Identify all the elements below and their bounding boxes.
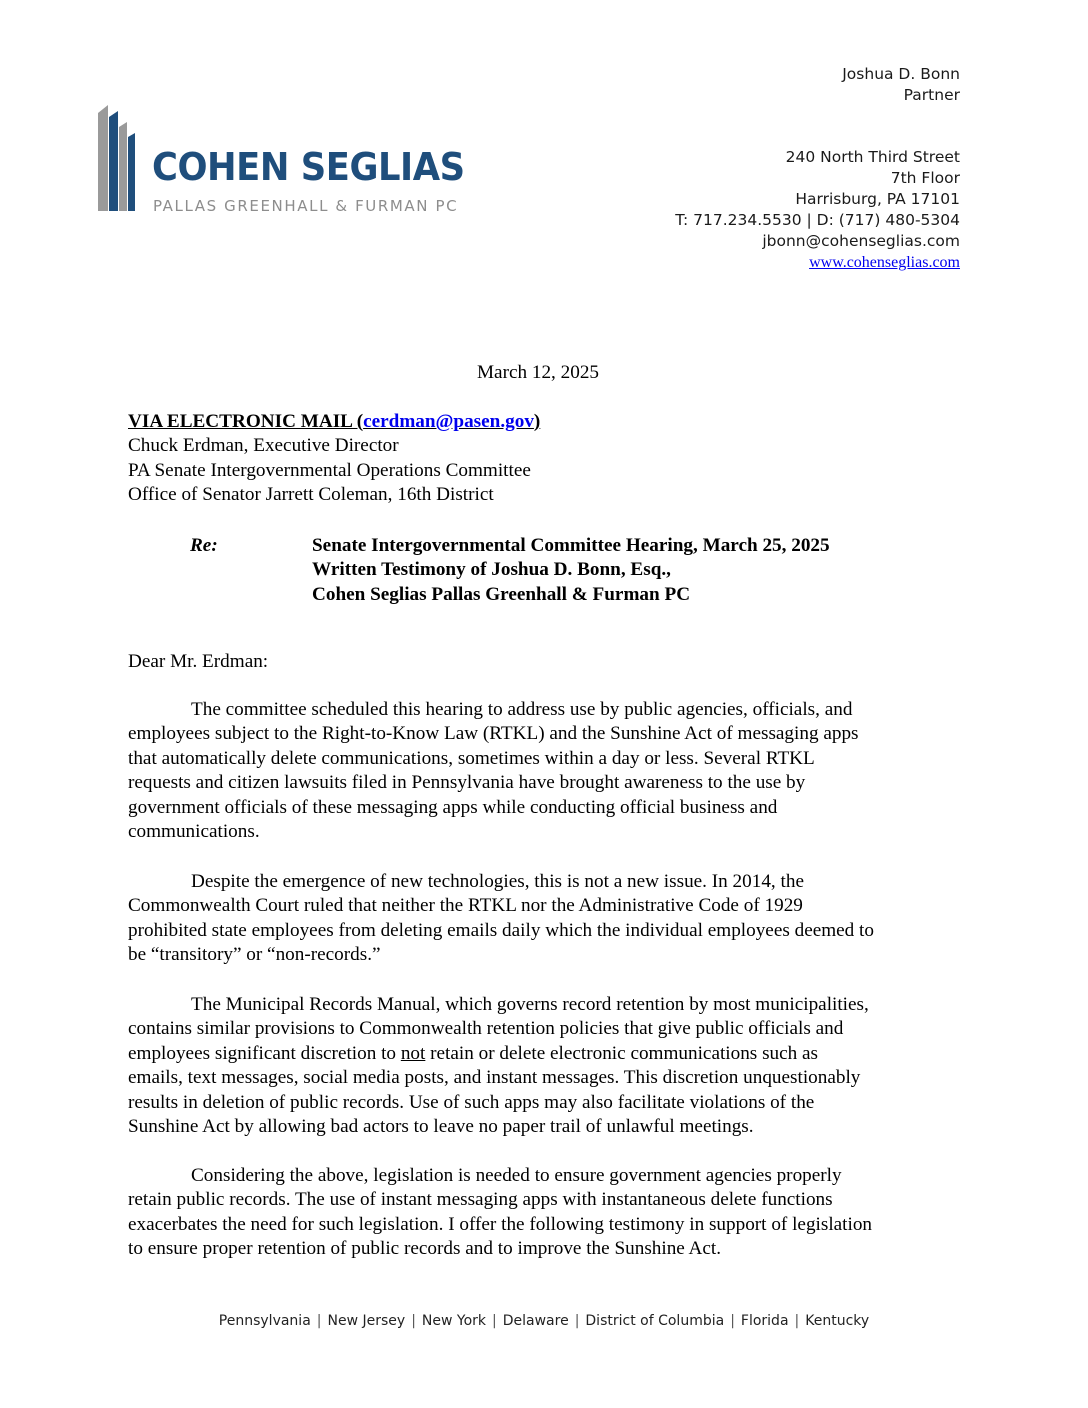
paragraph-line: results in deletion of public records. Use of such apps may also facilitate violations of the xyxy=(128,1091,815,1113)
paragraph-line: requests and citizen lawsuits filed in Pennsylvania have brought awareness to the use by xyxy=(128,772,806,794)
logo-wordmark: COHEN SEGLIAS xyxy=(152,145,465,189)
paragraph-line: Despite the emergence of new technologies, this is not a new issue. In 2014, the xyxy=(191,871,804,892)
footer-offices xyxy=(0,1313,1088,1329)
address-line: 7th Floor xyxy=(890,169,960,187)
paragraph-line: be “transitory” or “non-records.” xyxy=(128,944,381,966)
paragraph-line: to ensure proper retention of public records and to improve the Sunshine Act. xyxy=(128,1238,722,1260)
office-location: New York xyxy=(421,1313,487,1329)
paragraph-line: that automatically delete communications, sometimes within a day or less. Several RTKL xyxy=(128,747,815,769)
recipient-line: Chuck Erdman, Executive Director xyxy=(128,435,399,457)
subject-line: Senate Intergovernmental Committee Hearing, March 25, 2025 xyxy=(312,535,830,556)
delivery-method xyxy=(128,410,540,434)
logo-subtitle: PALLAS GREENHALL & FURMAN PC xyxy=(153,197,459,215)
paragraph-line: communications. xyxy=(128,821,260,843)
paragraph-line: Considering the above, legislation is needed to ensure government agencies properly xyxy=(191,1165,842,1186)
paragraph-text: employees significant discretion to xyxy=(128,1042,401,1064)
body-paragraph xyxy=(128,870,968,968)
recipient-line: PA Senate Intergovernmental Operations Committee xyxy=(128,459,531,481)
office-location: New Jersey xyxy=(327,1313,406,1329)
subject-label: Re: xyxy=(190,535,218,556)
separator: | xyxy=(316,1313,322,1329)
separator: | xyxy=(794,1313,800,1329)
delivery-method-close: ) xyxy=(533,411,541,432)
paragraph-line: emails, text messages, social media posts, and instant messages. This discretion unquestionably xyxy=(128,1067,861,1089)
recipient-block xyxy=(128,410,540,508)
emphasized-word: not xyxy=(400,1042,426,1064)
subject-line: Written Testimony of Joshua D. Bonn, Esq., xyxy=(312,559,671,581)
office-location: Florida xyxy=(740,1313,789,1329)
firm-logo xyxy=(96,105,496,215)
separator: | xyxy=(574,1313,580,1329)
sender-title: Partner xyxy=(903,86,960,104)
separator: | xyxy=(730,1313,735,1329)
paragraph-line: retain public records. The use of instant messaging apps with instantaneous delete functions xyxy=(128,1189,833,1211)
phone-line: T: 717.234.5530 | D: (717) 480-5304 xyxy=(675,211,960,229)
logo-buildings-icon xyxy=(96,105,146,215)
office-location: District of Columbia xyxy=(585,1313,725,1329)
body-paragraph xyxy=(128,698,968,844)
subject-lines xyxy=(312,534,830,607)
office-location: Kentucky xyxy=(805,1313,870,1329)
subject-line: Cohen Seglias Pallas Greenhall & Furman PC xyxy=(312,583,691,605)
letter-date: March 12, 2025 xyxy=(477,362,600,383)
paragraph-line: government officials of these messaging apps while conducting official business and xyxy=(128,796,778,818)
paragraph-line: Commonwealth Court ruled that neither the RTKL nor the Administrative Code of 1929 xyxy=(128,895,803,917)
address-line: Harrisburg, PA 17101 xyxy=(795,190,960,208)
website-link[interactable]: www.cohenseglias.com xyxy=(809,254,960,271)
paragraph-line: employees subject to the Right-to-Know Law (RTKL) and the Sunshine Act of messaging apps xyxy=(128,723,859,745)
paragraph-line: prohibited state employees from deleting emails daily which the individual employees deemed to xyxy=(128,919,874,941)
body-paragraph xyxy=(128,1164,968,1262)
salutation: Dear Mr. Erdman: xyxy=(128,651,269,672)
address-line: 240 North Third Street xyxy=(785,148,960,166)
delivery-method-label: VIA ELECTRONIC MAIL ( xyxy=(128,411,364,432)
recipient-email-link[interactable]: cerdman@pasen.gov xyxy=(363,411,534,432)
paragraph-line: The Municipal Records Manual, which governs record retention by most municipalities, xyxy=(191,994,869,1015)
sender-block xyxy=(842,64,960,106)
paragraph-line: contains similar provisions to Commonwealth retention policies that give public officials and xyxy=(128,1018,844,1040)
office-location: Delaware xyxy=(502,1313,569,1329)
recipient-line: Office of Senator Jarrett Coleman, 16th District xyxy=(128,484,494,506)
separator: | xyxy=(411,1313,416,1329)
separator: | xyxy=(492,1313,497,1329)
email-line: jbonn@cohenseglias.com xyxy=(762,232,960,250)
office-location: Pennsylvania xyxy=(218,1313,311,1329)
paragraph-line: Sunshine Act by allowing bad actors to leave no paper trail of unlawful meetings. xyxy=(128,1116,754,1138)
sender-address xyxy=(675,147,960,273)
body-paragraph xyxy=(128,993,968,1139)
sender-name: Joshua D. Bonn xyxy=(842,65,960,83)
paragraph-line: The committee scheduled this hearing to address use by public agencies, officials, and xyxy=(191,699,853,720)
paragraph-line xyxy=(128,1042,968,1066)
paragraph-text: retain or delete electronic communications such as xyxy=(425,1042,819,1064)
paragraph-line: exacerbates the need for such legislation. I offer the following testimony in support of legislation xyxy=(128,1213,873,1235)
